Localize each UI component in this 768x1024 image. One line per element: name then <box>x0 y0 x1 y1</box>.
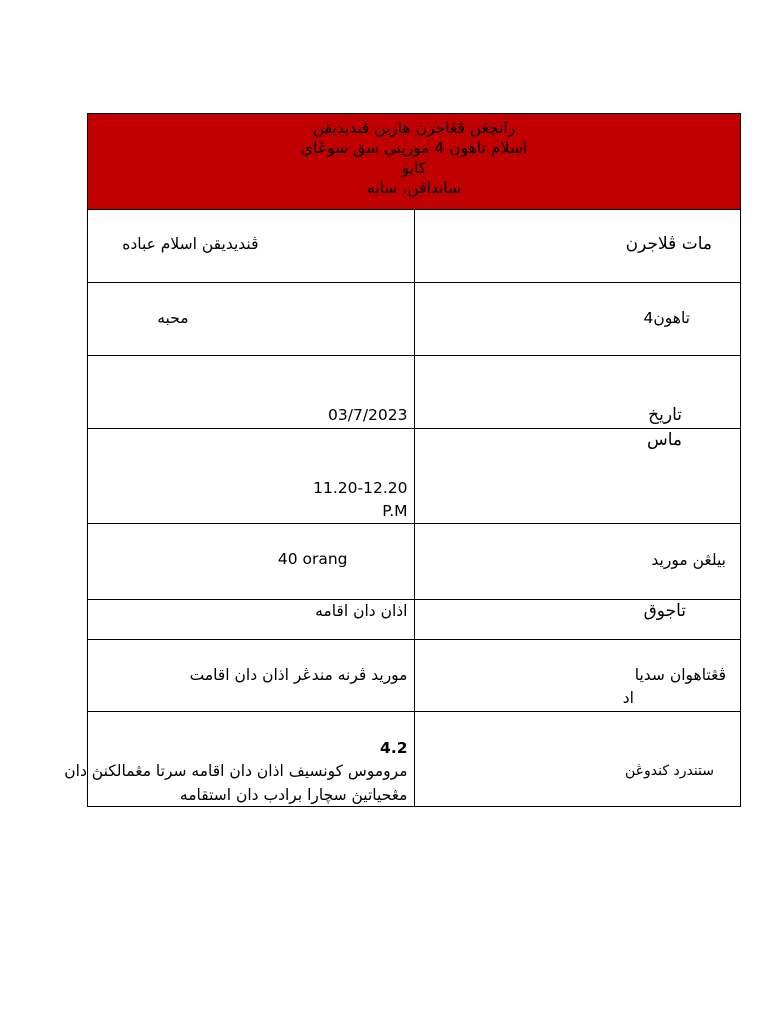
time-value: 11.20-12.20 <box>313 479 408 497</box>
prior-knowledge-value-cell <box>88 640 415 712</box>
header-location: سانداقن، سابه <box>367 179 461 197</box>
date-value-cell <box>88 356 415 429</box>
topic-label-cell <box>414 600 741 640</box>
subject-value: ڤنديديقن اسلام عباده <box>122 235 259 253</box>
row-time <box>88 429 741 524</box>
row-date <box>88 356 741 429</box>
subject-value-cell <box>88 210 415 283</box>
standard-text-line1: مروموس كونسيف اذان دان اقامه سرتا مڠمالكنڽ دان <box>64 762 408 780</box>
time-period: P.M <box>382 502 408 520</box>
time-label: ماس <box>646 430 682 450</box>
row-year <box>88 283 741 356</box>
prior-knowledge-label-cell <box>414 640 741 712</box>
header-school: كايو <box>401 159 427 177</box>
row-topic <box>88 600 741 640</box>
standard-text-line2: مڠحياتيڽ سچارا برادب دان استقامه <box>179 786 408 804</box>
students-label-cell <box>414 524 741 600</box>
year-value: محبه <box>157 309 189 327</box>
header-cell <box>88 114 741 210</box>
students-label: بيلڠن موريد <box>651 551 726 569</box>
row-content-standard <box>88 712 741 807</box>
prior-knowledge-value: موريد ڤرنه مندڠر اذان دان اقامت <box>189 666 408 684</box>
date-label: تاريخ <box>648 405 682 425</box>
header-subtitle: اسلام تاهون 4 موريني سق سوڠاي <box>301 139 527 157</box>
row-prior-knowledge <box>88 640 741 712</box>
header-row <box>88 114 741 210</box>
content-standard-label-cell <box>414 712 741 807</box>
content-standard-value-cell <box>64 712 415 807</box>
time-value-cell <box>88 429 415 524</box>
lesson-plan-table <box>64 113 741 807</box>
topic-value-cell <box>88 600 415 640</box>
topic-label: تاجوق <box>643 601 686 621</box>
year-label-cell <box>414 283 741 356</box>
prior-knowledge-label: ڤڠتاهوان سديا <box>634 666 726 684</box>
time-label-cell <box>414 429 741 524</box>
standard-number: 4.2 <box>380 739 408 757</box>
topic-value: اذان دان اقامه <box>315 602 408 620</box>
prior-knowledge-label-cont: اد <box>622 689 634 707</box>
students-value-cell <box>88 524 415 600</box>
row-students <box>88 524 741 600</box>
year-value-cell <box>88 283 415 356</box>
header-title: رانچڠن ڤڠاجرن هارين ڤنديديقن <box>312 119 516 137</box>
year-label: تاهون4 <box>643 309 690 327</box>
date-value: 03/7/2023 <box>328 406 408 424</box>
students-value: 40 orang <box>277 550 348 568</box>
row-subject <box>88 210 741 283</box>
subject-label-cell <box>414 210 741 283</box>
content-standard-label: ستندرد كندوڠن <box>625 763 714 779</box>
date-label-cell <box>414 356 741 429</box>
subject-label: مات ڤلاجرن <box>625 234 712 254</box>
